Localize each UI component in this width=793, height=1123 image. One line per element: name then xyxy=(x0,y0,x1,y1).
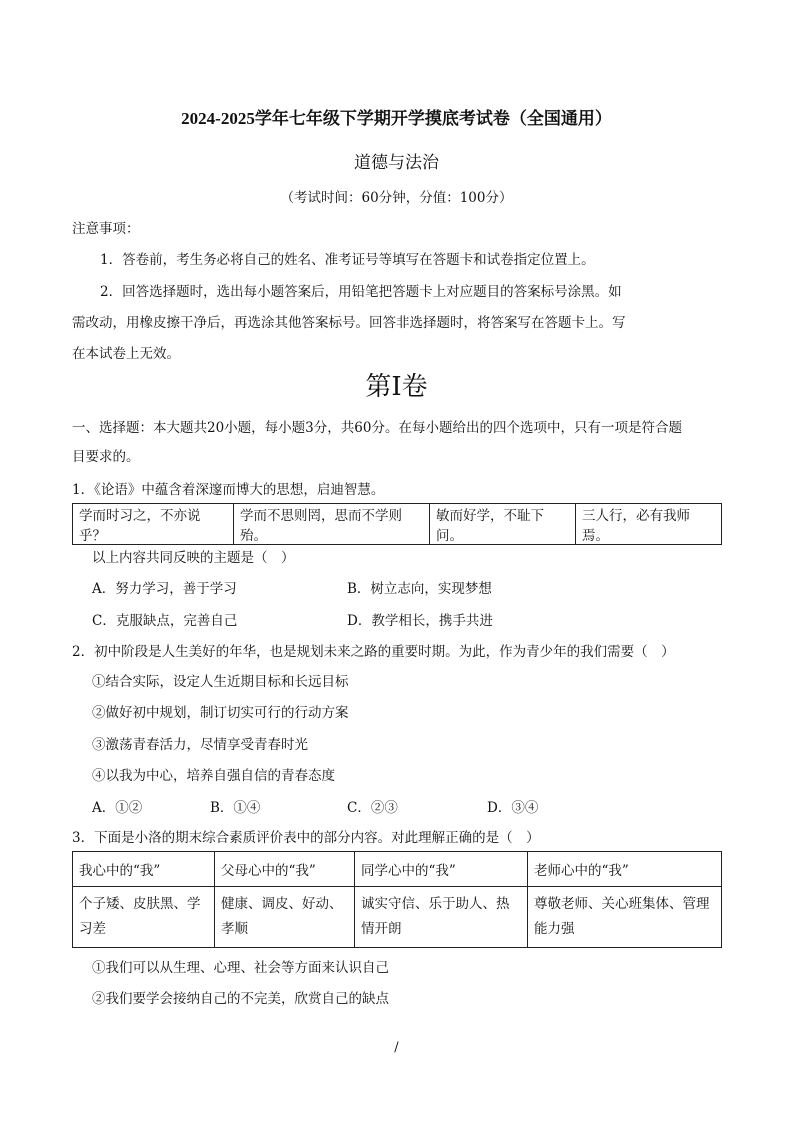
q3-cell-line: 诚实守信、乐于助人、热 xyxy=(361,896,510,912)
q3-cell-line: 个子矮、皮肤黑、学 xyxy=(79,896,201,912)
page-footer-mark: / xyxy=(394,1040,399,1055)
section-title: 第Ⅰ卷 xyxy=(365,372,428,401)
q1-option-a: A．努力学习，善于学习 xyxy=(92,581,237,597)
exam-time-info: （考试时间：60分钟，分值：100分） xyxy=(280,190,513,206)
q3-item-2: ②我们要学会接纳自己的不完美，欣赏自己的缺点 xyxy=(92,991,389,1007)
q3-data-cell xyxy=(528,887,722,948)
notice-item-2-line-1: 2．回答选择题时，选出每小题答案后，用铅笔把答题卡上对应题目的答案标号涂黑。如 xyxy=(100,284,622,300)
notice-heading: 注意事项： xyxy=(72,221,140,237)
notice-item-1: 1．答卷前，考生务必将自己的姓名、准考证号等填写在答题卡和试卷指定位置上。 xyxy=(100,252,595,268)
q3-cell-line: 健康、调皮、好动、 xyxy=(221,896,343,912)
q1-quote-cell: 学而时习之，不亦说乎？ xyxy=(73,504,234,545)
q3-item-1: ①我们可以从生理、心理、社会等方面来认识自己 xyxy=(92,960,389,976)
q3-cell-line: 孝顺 xyxy=(221,921,248,937)
q2-item-3: ③激荡青春活力，尽情享受青春时光 xyxy=(92,737,308,753)
q3-stem: 3．下面是小洛的期末综合素质评价表中的部分内容。对此理解正确的是（ ） xyxy=(72,830,540,846)
section-1-intro-line-1: 一、选择题：本大题共20小题，每小题3分，共60分。在每小题给出的四个选项中，只有一项是符合题 xyxy=(72,420,682,436)
q3-cell-line: 能力强 xyxy=(534,921,575,937)
q3-data-cell xyxy=(215,887,355,948)
q2-item-2: ②做好初中规划，制订切实可行的行动方案 xyxy=(92,705,349,721)
q3-header-cell: 我心中的“我” xyxy=(73,852,215,887)
section-1-intro-line-2: 目要求的。 xyxy=(72,449,140,465)
q1-quote-cell: 三人行，必有我师焉。 xyxy=(576,504,722,545)
q3-data-cell xyxy=(73,887,215,948)
q1-quote-cell: 学而不思则罔，思而不学则殆。 xyxy=(234,504,430,545)
q1-quote-table xyxy=(72,503,722,545)
q3-cell-line: 尊敬老师、关心班集体、管理 xyxy=(534,896,710,912)
q2-option-a: A．①② xyxy=(92,800,143,816)
q2-item-1: ①结合实际，设定人生近期目标和长远目标 xyxy=(92,674,349,690)
q3-header-cell: 同学心中的“我” xyxy=(355,852,528,887)
q3-header-cell: 老师心中的“我” xyxy=(528,852,722,887)
q2-stem: 2．初中阶段是人生美好的年华，也是规划未来之路的重要时期。为此，作为青少年的我们需要（ ） xyxy=(72,644,675,660)
q2-option-b: B．①④ xyxy=(210,800,261,816)
q3-data-cell xyxy=(355,887,528,948)
q1-option-b: B．树立志向，实现梦想 xyxy=(347,581,492,597)
notice-item-2-line-2: 需改动，用橡皮擦干净后，再选涂其他答案标号。回答非选择题时，将答案写在答题卡上。写 xyxy=(72,315,626,331)
q2-option-c: C．②③ xyxy=(347,800,398,816)
q1-question: 以上内容共同反映的主题是（ ） xyxy=(92,550,295,566)
q1-quote-cell: 敏而好学，不耻下问。 xyxy=(430,504,576,545)
notice-item-2-line-3: 在本试卷上无效。 xyxy=(72,346,180,362)
q1-option-d: D．教学相长，携手共进 xyxy=(347,613,493,629)
q2-item-4: ④以我为中心，培养自强自信的青春态度 xyxy=(92,768,335,784)
q3-cell-line: 情开朗 xyxy=(361,921,402,937)
q3-header-cell: 父母心中的“我” xyxy=(215,852,355,887)
exam-title: 2024-2025学年七年级下学期开学摸底考试卷（全国通用） xyxy=(181,109,612,128)
q1-stem: 1．《论语》中蕴含着深邃而博大的思想，启迪智慧。 xyxy=(72,482,385,498)
q2-option-d: D．③④ xyxy=(487,800,539,816)
exam-subject: 道德与法治 xyxy=(354,153,439,173)
q3-cell-line: 习差 xyxy=(79,921,106,937)
q3-evaluation-table xyxy=(72,851,722,948)
q1-option-c: C．克服缺点，完善自己 xyxy=(92,613,238,629)
